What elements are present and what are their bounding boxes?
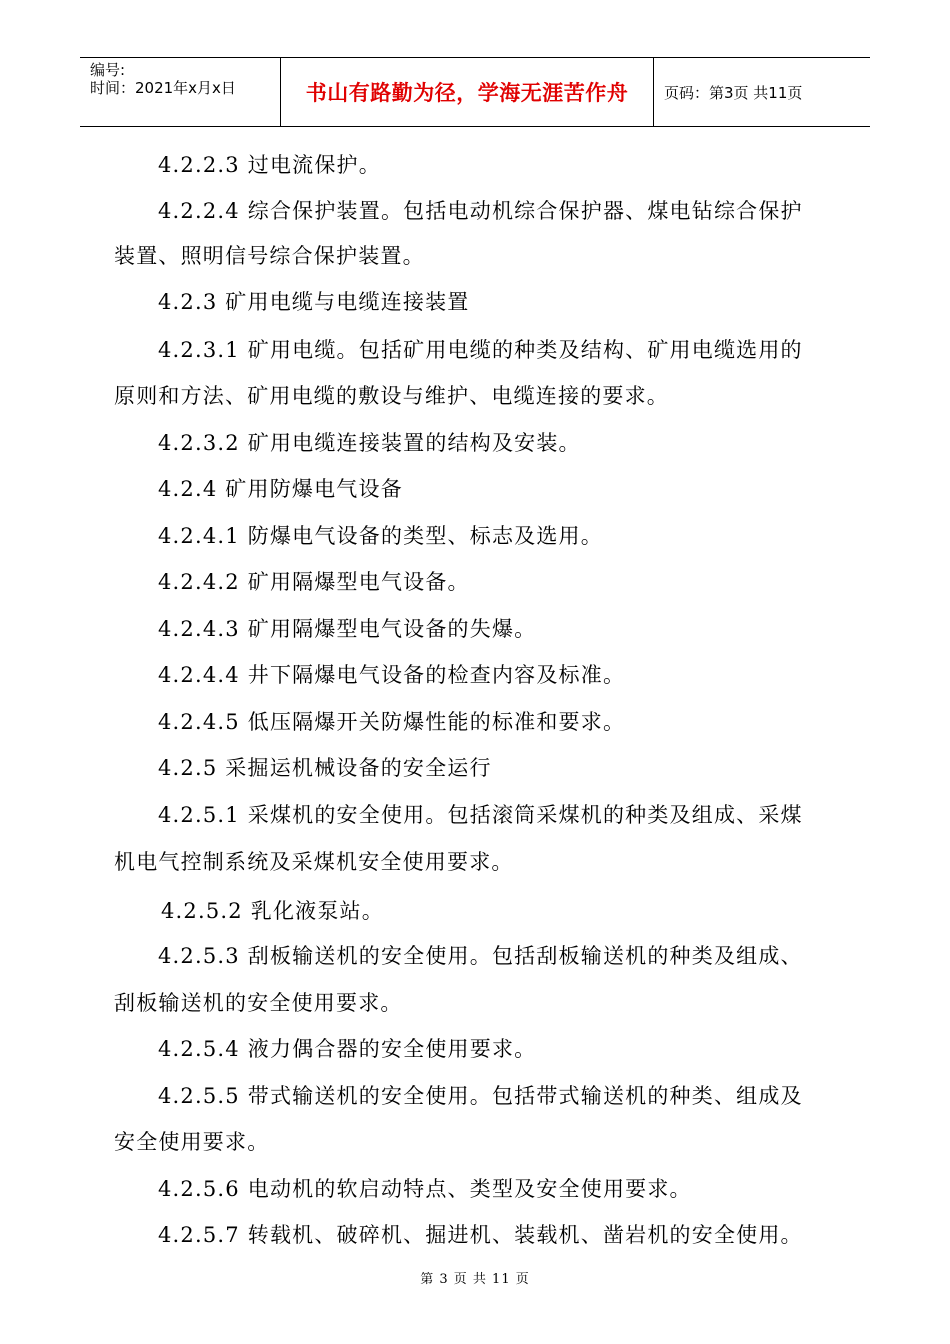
text-line: 4.2.2.3 过电流保护。	[158, 153, 381, 177]
text-line: 安全使用要求。	[114, 1130, 270, 1154]
header-page-info: 页码：第3页 共11页	[664, 83, 803, 102]
text-line: 4.2.5.6 电动机的软启动特点、类型及安全使用要求。	[158, 1177, 692, 1201]
text-line: 4.2.5.5 带式输送机的安全使用。包括带式输送机的种类、组成及	[158, 1084, 803, 1108]
text-line: 4.2.5.1 采煤机的安全使用。包括滚筒采煤机的种类及组成、采煤	[158, 803, 803, 827]
header-motto: 书山有路勤为径，学海无涯苦作舟	[281, 58, 654, 126]
text-line: 4.2.4 矿用防爆电气设备	[158, 477, 403, 501]
text-line: 4.2.3.1 矿用电缆。包括矿用电缆的种类及结构、矿用电缆选用的	[158, 338, 803, 362]
text-line: 4.2.5.3 刮板输送机的安全使用。包括刮板输送机的种类及组成、	[158, 944, 803, 968]
text-line: 4.2.4.1 防爆电气设备的类型、标志及选用。	[158, 524, 603, 548]
text-line: 机电气控制系统及采煤机安全使用要求。	[114, 850, 514, 874]
page-header	[80, 57, 870, 127]
page-footer: 第 3 页 共 11 页	[420, 1272, 530, 1287]
document-number-label: 编号:	[90, 61, 126, 79]
text-line: 4.2.3 矿用电缆与电缆连接装置	[158, 290, 470, 314]
text-line: 4.2.4.2 矿用隔爆型电气设备。	[158, 570, 470, 594]
text-line: 4.2.4.4 井下隔爆电气设备的检查内容及标准。	[158, 663, 626, 687]
document-time: 时间：2021年x月x日	[90, 79, 236, 97]
text-line: 4.2.5.4 液力偶合器的安全使用要求。	[158, 1037, 537, 1061]
text-line: 4.2.5.2 乳化液泵站。	[161, 899, 384, 923]
text-line: 4.2.3.2 矿用电缆连接装置的结构及安装。	[158, 431, 581, 455]
text-line: 刮板输送机的安全使用要求。	[114, 991, 403, 1015]
text-line: 4.2.5 采掘运机械设备的安全运行	[158, 756, 492, 780]
header-meta	[80, 58, 281, 126]
text-line: 4.2.5.7 转载机、破碎机、掘进机、装载机、凿岩机的安全使用。	[158, 1223, 803, 1247]
text-line: 装置、照明信号综合保护装置。	[114, 244, 425, 268]
text-line: 4.2.2.4 综合保护装置。包括电动机综合保护器、煤电钻综合保护	[158, 199, 803, 223]
text-line: 4.2.4.5 低压隔爆开关防爆性能的标准和要求。	[158, 710, 626, 734]
text-line: 4.2.4.3 矿用隔爆型电气设备的失爆。	[158, 617, 537, 641]
text-line: 原则和方法、矿用电缆的敷设与维护、电缆连接的要求。	[114, 384, 669, 408]
